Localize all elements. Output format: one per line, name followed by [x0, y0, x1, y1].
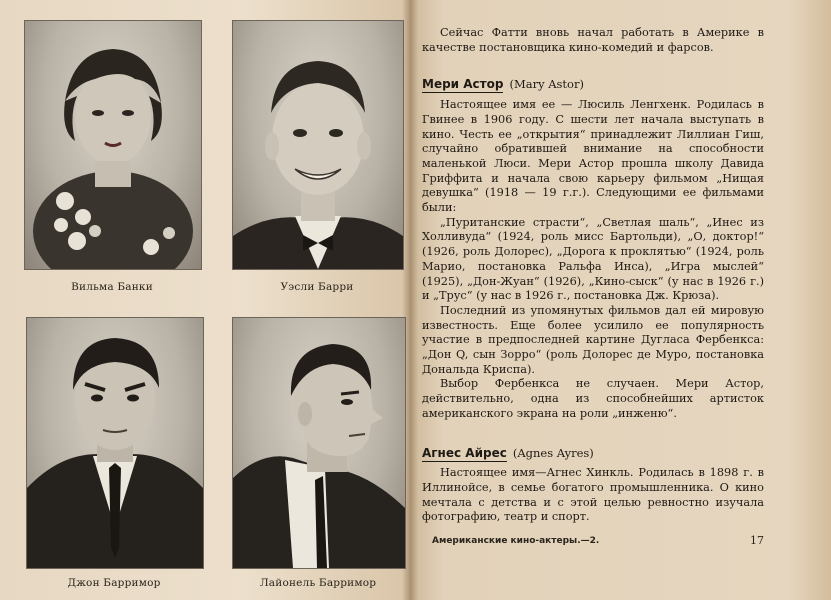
portrait-vilma-banki [25, 21, 201, 269]
portrait-dzhon-barrimor [27, 318, 203, 568]
article-text [422, 26, 764, 525]
ayres-paragraph-1: Настоящее имя—Агнес Хинкль. Родилась в 1898 г. в Иллинойсе, в семье богатого промышленника. О кино мечтала с детства и с этой целью ревностно изучала фотографию, театр и спорт. [422, 466, 764, 524]
footer-title: Американские кино-актеры.—2. [432, 536, 600, 546]
photo-vilma-banki [24, 20, 202, 270]
name-ayres: Агнес Айрес [422, 445, 507, 460]
astor-paragraph-4: Выбор Фербенкса не случаен. Мери Астор, действительно, одна из способнейших артисток американского экрана на роли „инженю“. [422, 377, 764, 420]
caption-uesli-barri: Уэсли Барри [280, 281, 354, 293]
intro-paragraph: Сейчас Фатти вновь начал работать в Америке в качестве постановщика кино-комедий и фарсов. [422, 26, 764, 54]
portrait-uesli-barri [233, 21, 403, 269]
photo-laionel-barrimor [232, 317, 406, 569]
caption-laionel-barrimor: Лайонель Барримор [259, 577, 377, 589]
original-name-astor: (Mary Astor) [509, 77, 584, 92]
photo-dzhon-barrimor [26, 317, 204, 569]
name-astor: Мери Астор [422, 77, 504, 92]
astor-paragraph-3: Последний из упомянутых фильмов дал ей мировую известность. Еще более усилило ее популярность участие в предпоследней картине Дугласа Фербенкса: „Дон Q, сын Зорро“ (роль Долорес де Муро, постановка Дональда Криспа). [422, 303, 764, 376]
heading-astor [422, 77, 764, 92]
astor-paragraph-2: „Пуританские страсти“, „Светлая шаль“, „Инес из Холливуда“ (1924, роль мисс Бартольди), „О, доктор!“ (1926, роль Долорес), „Дорога к проклятью“ (1924, роль Марио, постановка Ральфа Инса), „Игра мыслей“ (1925), „Дон-Жуан“ (1926), „Кино-сыск“ (у нас в 1926 г.) и „Трус“ (у нас в 1926 г., постановка Дж. Крюза). [422, 215, 764, 303]
caption-vilma-banki: Вильма Банки [71, 281, 153, 293]
caption-dzhon-barrimor: Джон Барримор [67, 577, 161, 589]
page-number: 17 [750, 534, 764, 547]
astor-paragraph-1: Настоящее имя ее — Люсиль Ленгхенк. Родилась в Гвинее в 1906 году. С шести лет начала выступать в кино. Честь ее „открытия“ принадлежит Лиллиан Гиш, случайно обратившей внимание на способности маленькой Люси. Мери Астор прошла школу Давида Гриффита и начала свою карьеру фильмом „Нищая девушка“ (1918 — 19 г.г.). Следующими ее фильмами были: [422, 98, 764, 215]
portrait-laionel-barrimor [233, 318, 405, 568]
original-name-ayres: (Agnes Ayres) [512, 445, 594, 460]
heading-ayres [422, 446, 764, 461]
photo-uesli-barri [232, 20, 404, 270]
